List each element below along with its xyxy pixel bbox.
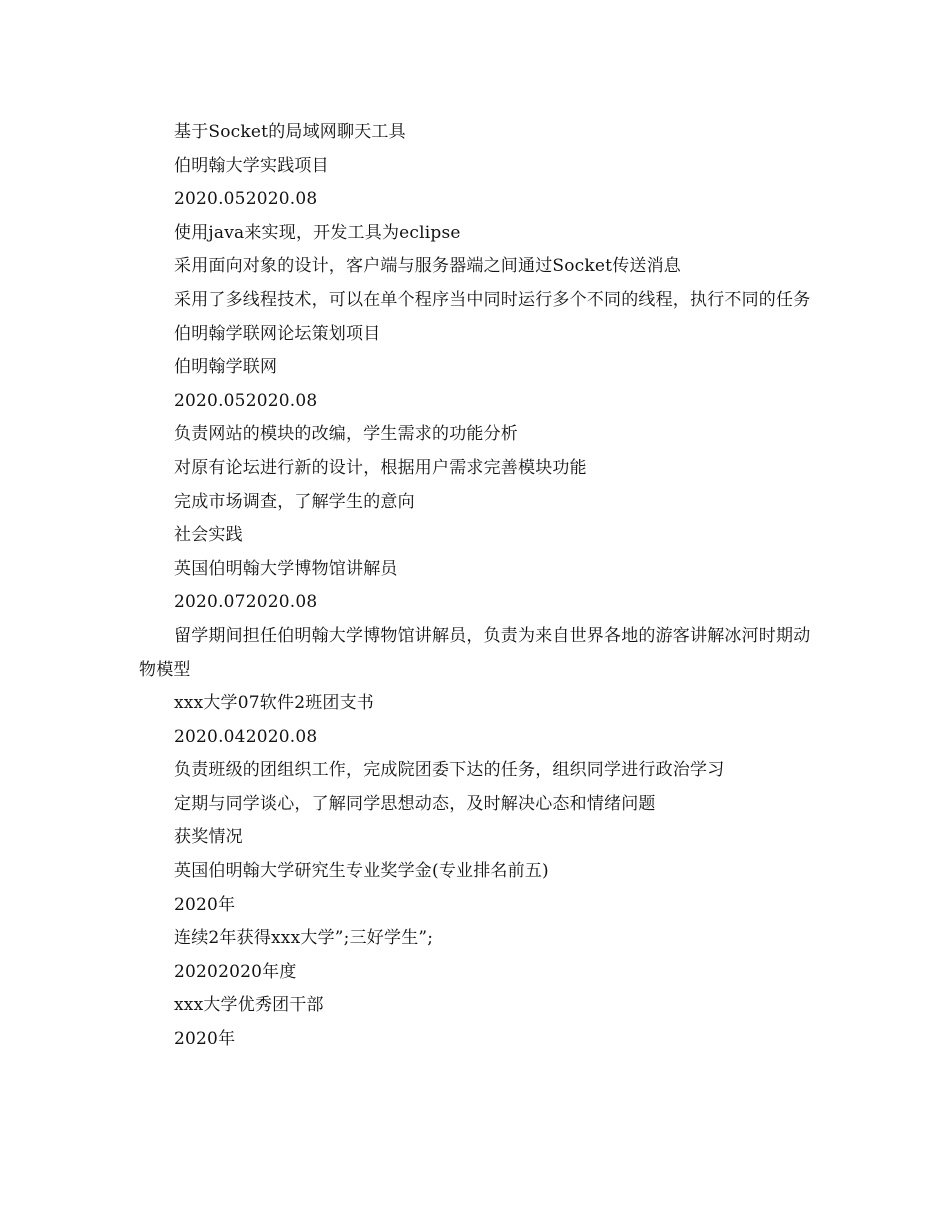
paragraph: 采用了多线程技术，可以在单个程序当中同时运行多个不同的线程，执行不同的任务 <box>174 289 811 310</box>
section-heading: 获奖情况 <box>174 827 243 848</box>
paragraph: 20202020年度 <box>174 961 297 982</box>
paragraph: 对原有论坛进行新的设计，根据用户需求完善模块功能 <box>174 457 587 478</box>
paragraph: 定期与同学谈心，了解同学思想动态，及时解决心态和情绪问题 <box>174 793 656 814</box>
paragraph: 采用面向对象的设计，客户端与服务器端之间通过Socket传送消息 <box>174 256 681 277</box>
paragraph: 伯明翰大学实践项目 <box>174 155 329 176</box>
paragraph: 连续2年获得xxx大学”;三好学生”; <box>174 928 434 949</box>
section-heading: 社会实践 <box>174 525 243 546</box>
paragraph: xxx大学优秀团干部 <box>174 995 324 1016</box>
paragraph: 2020.052020.08 <box>174 390 318 411</box>
paragraph: 英国伯明翰大学博物馆讲解员 <box>174 558 398 579</box>
paragraph: 2020.052020.08 <box>174 189 318 210</box>
paragraph: 负责网站的模块的改编，学生需求的功能分析 <box>174 424 518 445</box>
paragraph: xxx大学07软件2班团支书 <box>174 693 375 714</box>
paragraph: 伯明翰学联网论坛策划项目 <box>174 323 381 344</box>
paragraph: 2020年 <box>174 894 236 915</box>
paragraph: 英国伯明翰大学研究生专业奖学金(专业排名前五) <box>174 861 549 882</box>
paragraph: 伯明翰学联网 <box>174 357 278 378</box>
paragraph: 负责班级的团组织工作，完成院团委下达的任务，组织同学进行政治学习 <box>174 760 725 781</box>
paragraph: 2020年 <box>174 1029 236 1050</box>
paragraph: 完成市场调查，了解学生的意向 <box>174 491 415 512</box>
paragraph: 2020.042020.08 <box>174 726 318 747</box>
paragraph: 基于Socket的局域网聊天工具 <box>174 122 406 142</box>
paragraph: 留学期间担任伯明翰大学博物馆讲解员，负责为来自世界各地的游客讲解冰河时期动物模型 <box>139 625 811 680</box>
document-body <box>139 116 819 1057</box>
paragraph: 2020.072020.08 <box>174 592 318 613</box>
paragraph: 使用java来实现，开发工具为eclipse <box>174 222 461 243</box>
